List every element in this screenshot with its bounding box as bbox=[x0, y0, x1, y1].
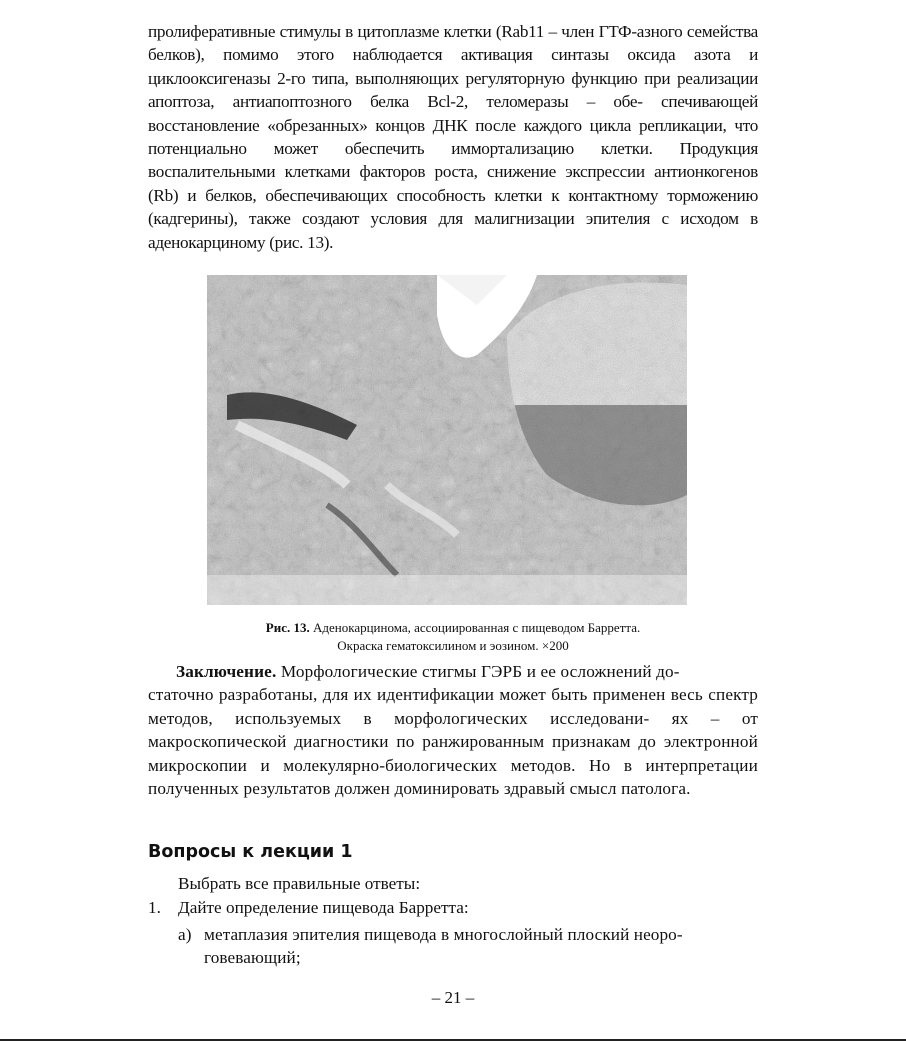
paragraph-line: цикла репликации, что потенциально может обеспечить иммортализацию bbox=[148, 115, 758, 159]
micrograph-image bbox=[207, 275, 687, 605]
paragraph-line: семейства белков), помимо этого наблюдается активация синтазы оксида bbox=[148, 22, 758, 65]
paragraph-line: при реализации апоптоза, антиапоптозного белка Bcl-2, теломеразы – обе- bbox=[148, 68, 759, 112]
question-text: Дайте определение пищевода Барретта: bbox=[178, 898, 469, 917]
question-1 bbox=[148, 898, 758, 918]
caption-line-2: Окраска гематоксилином и эозином. ×200 bbox=[337, 638, 569, 653]
conclusion-paragraph bbox=[148, 660, 758, 800]
paragraph-line: Но в интерпретации полученных результатов должен доминировать bbox=[148, 755, 758, 799]
paragraph-line: статочно разработаны, для их идентификации может быть применен bbox=[148, 685, 666, 705]
paragraph-line: здравый смысл патолога. bbox=[503, 779, 691, 799]
paragraph-line: ях – от макроскопической диагностики по ранжированным признакам bbox=[148, 708, 759, 752]
conclusion-lead: Заключение. bbox=[176, 662, 277, 681]
body-paragraph-top bbox=[148, 20, 758, 254]
paragraph-line: клетки. Продукция воспалительными клетками факторов роста, снижение bbox=[148, 139, 758, 182]
bottom-border-line bbox=[0, 1039, 906, 1041]
paragraph-line: для малигнизации эпителия с исходом в аденокарциному (рис. 13). bbox=[148, 209, 758, 252]
paragraph-line: клетки к контактному торможению (кадгерины), также создают условия bbox=[148, 185, 758, 229]
paragraph-line: до электронной микроскопии и молекулярно-биологических методов. bbox=[148, 732, 758, 775]
question-instruction: Выбрать все правильные ответы: bbox=[178, 874, 421, 893]
paragraph-line: Морфологические стигмы ГЭРБ и ее осложнений до- bbox=[280, 662, 680, 681]
paragraph-line: экспрессии антионкогенов (Rb) и белков, обеспечивающих способность bbox=[148, 162, 758, 205]
answer-option-a bbox=[178, 923, 758, 970]
histology-micrograph bbox=[207, 275, 687, 605]
paragraph-line: весь спектр методов, используемых в морфологических исследовани- bbox=[148, 685, 758, 728]
question-number: 1. bbox=[148, 898, 161, 917]
conclusion-first-line bbox=[148, 660, 758, 683]
figure-label: Рис. 13. bbox=[265, 620, 310, 635]
figure-caption bbox=[148, 619, 758, 655]
answer-marker: а) bbox=[178, 925, 192, 944]
paragraph-line: пролиферативные стимулы в цитоплазме клетки (Rab11 – член ГТФ-азного bbox=[148, 22, 683, 41]
answer-text-line1: метаплазия эпителия пищевода в многослойный плоский неоро- bbox=[204, 925, 683, 944]
section-heading: Вопросы к лекции 1 bbox=[148, 842, 353, 862]
caption-line-1: Аденокарцинома, ассоциированная с пищеводом Барретта. bbox=[312, 620, 641, 635]
paragraph-line: азота и циклооксигеназы 2-го типа, выполняющих регуляторную функцию bbox=[148, 45, 758, 88]
answer-text-line2: говевающий; bbox=[204, 948, 301, 968]
paragraph-line: спечивающей восстановление «обрезанных» концов ДНК после каждого bbox=[148, 92, 758, 135]
page-number: – 21 – bbox=[431, 988, 475, 1007]
